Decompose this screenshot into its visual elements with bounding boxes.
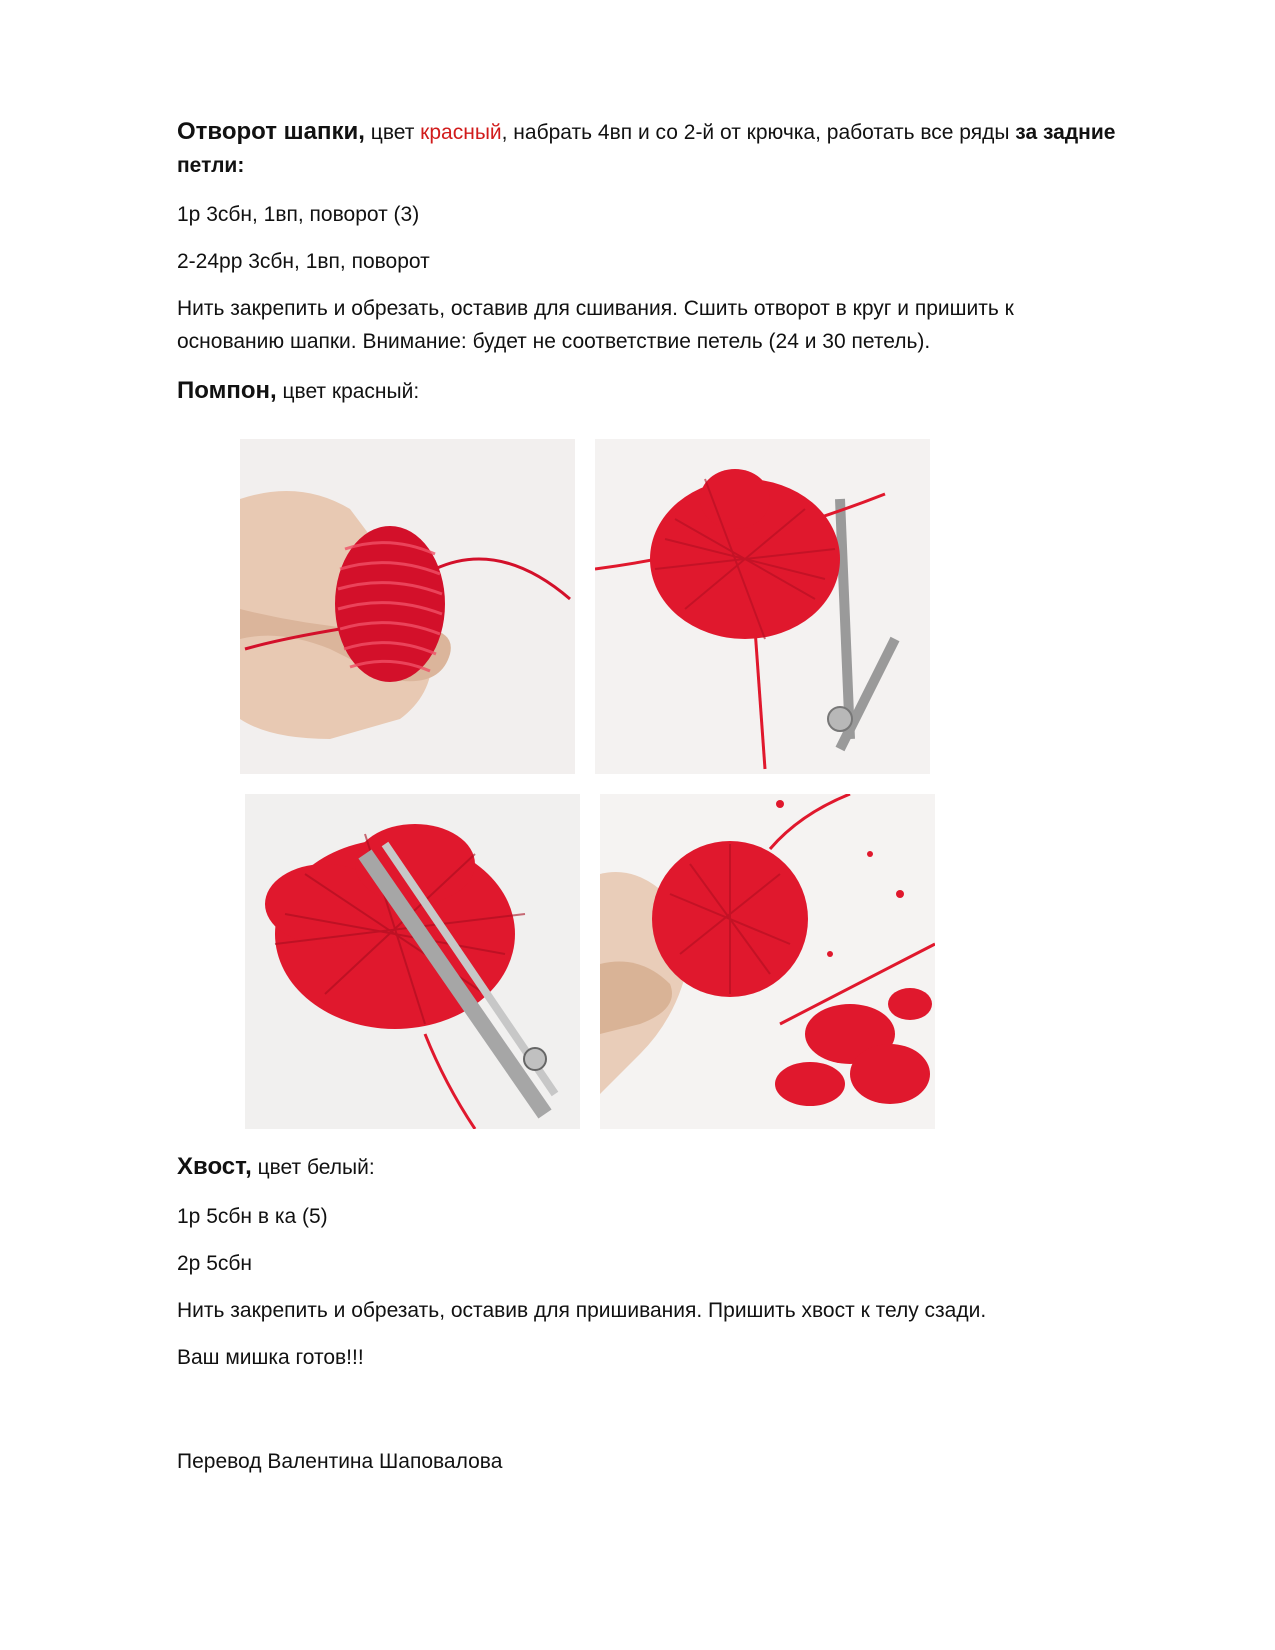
yarn-wrap-illustration	[240, 439, 575, 774]
tied-bundle-illustration	[595, 439, 930, 774]
tail-heading	[177, 1150, 1117, 1184]
pompom-color: цвет красный:	[276, 380, 420, 403]
photo-yarn-tied-bundle	[595, 439, 930, 774]
tail-color: цвет белый:	[251, 1156, 375, 1179]
tail-finish: Нить закрепить и обрезать, оставив для пришивания. Пришить хвост к телу сзади.	[177, 1299, 987, 1322]
cuff-intro	[177, 115, 1117, 182]
translator-credit: Перевод Валентина Шаповалова	[177, 1450, 503, 1473]
cuff-intro-bold: за задние петли:	[177, 121, 1116, 177]
pompom-heading	[177, 374, 1117, 408]
photo-cutting-loops	[245, 794, 580, 1129]
cuff-intro-pre: цвет	[364, 121, 421, 144]
pompom-photo-grid	[240, 439, 940, 1139]
tail-row-2: 2р 5сбн	[177, 1252, 252, 1275]
cuff-intro-post: , набрать 4вп и со 2-й от крючка, работать все ряды	[501, 121, 1016, 144]
pompom-title: Помпон,	[177, 377, 277, 404]
cuff-row-2: 2-24рр 3сбн, 1вп, поворот	[177, 250, 430, 273]
finished-pompom-illustration	[600, 794, 935, 1129]
done-message: Ваш мишка готов!!!	[177, 1346, 364, 1369]
cuff-color: красный	[420, 121, 502, 144]
cuff-row-1: 1р 3сбн, 1вп, поворот (3)	[177, 203, 420, 226]
cuff-section	[177, 115, 1117, 408]
photo-yarn-wrapped-on-fingers	[240, 439, 575, 774]
cuff-title: Отворот шапки,	[177, 118, 365, 145]
cutting-loops-illustration	[245, 794, 580, 1129]
tail-row-1: 1р 5сбн в ка (5)	[177, 1205, 328, 1228]
tail-title: Хвост,	[177, 1153, 252, 1180]
tail-section	[177, 1150, 1117, 1374]
photo-finished-pompom	[600, 794, 935, 1129]
cuff-finish: Нить закрепить и обрезать, оставив для сшивания. Сшить отворот в круг и пришить к основанию шапки. Внимание: будет не соответствие петель (24 и 30 петель).	[177, 297, 1014, 353]
